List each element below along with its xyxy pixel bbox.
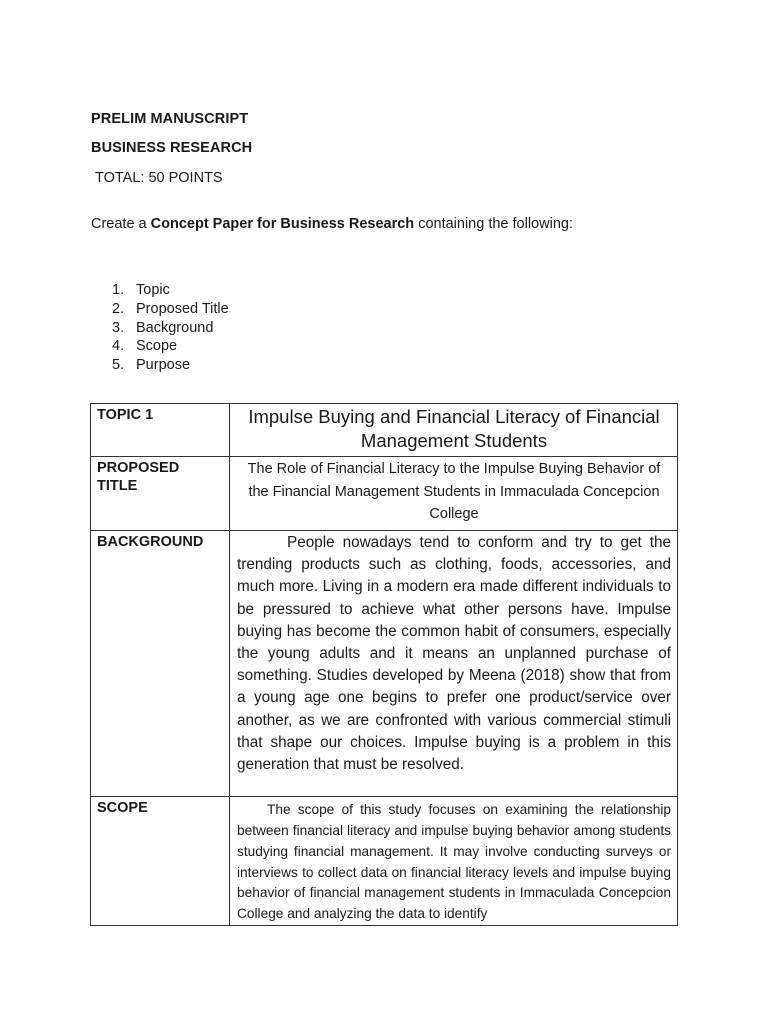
topic-cell xyxy=(230,404,678,457)
list-item xyxy=(112,337,229,356)
list-label: Purpose xyxy=(136,357,191,374)
list-number: 4. xyxy=(112,338,125,355)
manuscript-heading: PRELIM MANUSCRIPT xyxy=(91,111,249,127)
background-value: People nowadays tend to conform and try to get the trending products such as clothing, foods, accessories, and much more. Living in a modern era made different individuals to be pressured to achieve what other persons have. Impulse buying has become the common habit of consumers, especially the young adults and it means an unplanned purchase of something. Studies developed by Meena (2018) show that from a young age one begins to prefer one product/service over another, as we are confronted with various commercial stimuli that shape our choices. Impulse buying is a problem in this generation that must be resolved. xyxy=(237,534,671,774)
instructions-suffix: containing the following: xyxy=(414,216,573,232)
background-cell xyxy=(230,531,678,797)
table-row-proposed-title xyxy=(91,457,678,531)
list-item xyxy=(112,281,229,300)
list-item xyxy=(112,356,229,375)
list-item xyxy=(112,319,229,338)
list-label: Scope xyxy=(136,338,178,355)
requirements-list xyxy=(112,281,229,375)
total-points: TOTAL: 50 POINTS xyxy=(95,170,223,186)
background-label: BACKGROUND xyxy=(91,531,230,797)
scope-value: The scope of this study focuses on examining the relationship between financial literacy and impulse buying behavior among students studying financial management. It may involve conducting surveys or interviews to collect data on financial literacy levels and impulse buying behavior of financial management students in Immaculada Concepcion College and analyzing the data to identify xyxy=(237,802,671,922)
concept-paper-table xyxy=(90,403,678,926)
instructions-prefix: Create a xyxy=(91,216,151,232)
list-item xyxy=(112,300,229,319)
proposed-title-value: The Role of Financial Literacy to the Impulse Buying Behavior of the Financial Management Students in Immaculada Concepcion College xyxy=(247,461,661,522)
list-label: Proposed Title xyxy=(136,300,229,317)
table-row-topic xyxy=(91,404,678,457)
instructions xyxy=(91,216,573,232)
table-row-background xyxy=(91,531,678,797)
subject-heading: BUSINESS RESEARCH xyxy=(91,140,253,156)
list-number: 1. xyxy=(112,282,125,298)
scope-label: SCOPE xyxy=(91,797,230,926)
scope-cell xyxy=(230,797,678,926)
list-label: Background xyxy=(136,319,214,336)
list-label: Topic xyxy=(136,282,170,298)
topic-value: Impulse Buying and Financial Literacy of Financial Management Students xyxy=(248,406,660,451)
proposed-title-cell xyxy=(230,457,678,531)
list-number: 3. xyxy=(112,319,125,336)
table-row-scope xyxy=(91,797,678,926)
topic-label: TOPIC 1 xyxy=(91,404,230,457)
list-number: 2. xyxy=(112,300,125,317)
instructions-emphasis: Concept Paper for Business Research xyxy=(150,216,415,232)
list-number: 5. xyxy=(112,357,125,374)
proposed-title-label: PROPOSED TITLE xyxy=(91,457,230,531)
